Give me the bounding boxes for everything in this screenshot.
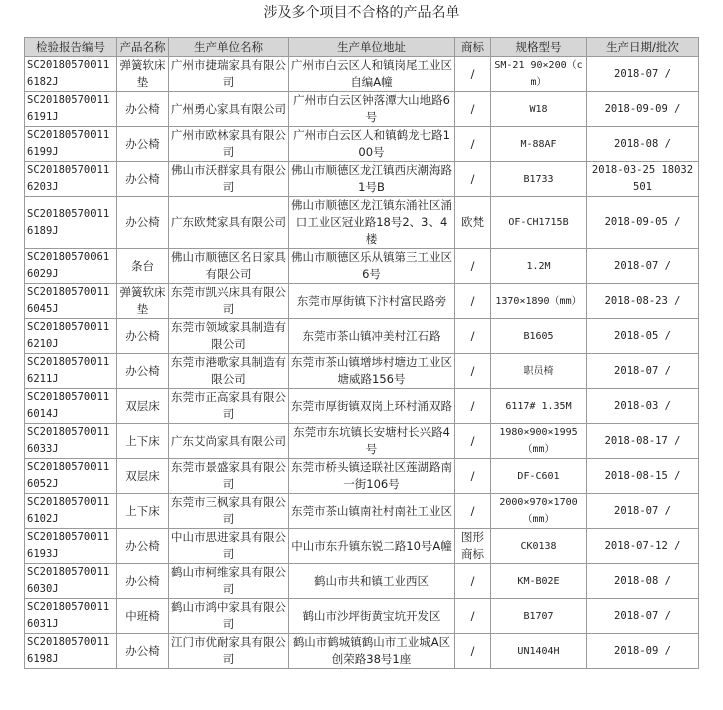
report-code-cell: SC201805700116199J xyxy=(25,127,117,162)
report-code-cell: SC201805700116052J xyxy=(25,459,117,494)
spec-model-cell: DF-C601 xyxy=(491,459,587,494)
company-address-cell: 鹤山市鹤城镇鹤山市工业城A区创荣路38号1座 xyxy=(289,634,455,669)
spec-model-cell: 1.2M xyxy=(491,249,587,284)
company-name-cell: 中山市思进家具有限公司 xyxy=(169,529,289,564)
company-address-cell: 东莞市厚街镇双岗上环村涌双路 xyxy=(289,389,455,424)
company-address-cell: 佛山市顺德区龙江镇西庆潮海路1号B xyxy=(289,162,455,197)
company-address-cell: 东莞市桥头镇迳联社区莲湖路南一街106号 xyxy=(289,459,455,494)
product-table xyxy=(24,37,699,669)
product-name-cell: 办公椅 xyxy=(117,92,169,127)
company-name-cell: 鹤山市鸿中家具有限公司 xyxy=(169,599,289,634)
table-body xyxy=(25,57,699,669)
table-row xyxy=(25,564,699,599)
spec-model-cell: B1733 xyxy=(491,162,587,197)
brand-cell: / xyxy=(455,599,491,634)
production-date-cell: 2018-07 / xyxy=(587,57,699,92)
report-code-cell: SC201805700116102J xyxy=(25,494,117,529)
company-address-cell: 东莞市茶山镇冲美村江石路 xyxy=(289,319,455,354)
product-name-cell: 办公椅 xyxy=(117,197,169,249)
report-code-cell: SC201805700116182J xyxy=(25,57,117,92)
table-row xyxy=(25,459,699,494)
report-code-cell: SC201805700616029J xyxy=(25,249,117,284)
header-spec-model: 规格型号 xyxy=(491,38,587,57)
spec-model-cell: SM-21 90×200（cm） xyxy=(491,57,587,92)
table-row xyxy=(25,599,699,634)
brand-cell: / xyxy=(455,57,491,92)
production-date-cell: 2018-07 / xyxy=(587,599,699,634)
table-header-row xyxy=(25,38,699,57)
company-address-cell: 东莞市东坑镇长安塘村长兴路4号 xyxy=(289,424,455,459)
production-date-cell: 2018-09-09 / xyxy=(587,92,699,127)
table-row xyxy=(25,92,699,127)
table-row xyxy=(25,162,699,197)
page-title: 涉及多个项目不合格的产品名单 xyxy=(263,5,460,21)
production-date-cell: 2018-03 / xyxy=(587,389,699,424)
company-address-cell: 鹤山市沙坪街黄宝坑开发区 xyxy=(289,599,455,634)
spec-model-cell: UN1404H xyxy=(491,634,587,669)
brand-cell: / xyxy=(455,92,491,127)
report-code-cell: SC201805700116198J xyxy=(25,634,117,669)
brand-cell: / xyxy=(455,459,491,494)
header-product-name: 产品名称 xyxy=(117,38,169,57)
company-name-cell: 江门市优耐家具有限公司 xyxy=(169,634,289,669)
brand-cell: / xyxy=(455,249,491,284)
company-name-cell: 东莞市领域家具制造有限公司 xyxy=(169,319,289,354)
brand-cell: / xyxy=(455,424,491,459)
table-row xyxy=(25,354,699,389)
brand-cell: / xyxy=(455,354,491,389)
product-name-cell: 弹簧软床垫 xyxy=(117,57,169,92)
company-name-cell: 广州市欧林家具有限公司 xyxy=(169,127,289,162)
header-report-code: 检验报告编号 xyxy=(25,38,117,57)
company-address-cell: 广州市白云区人和镇鹤龙七路100号 xyxy=(289,127,455,162)
header-brand: 商标 xyxy=(455,38,491,57)
table-row xyxy=(25,57,699,92)
table-row xyxy=(25,127,699,162)
spec-model-cell: 1980×900×1995（mm） xyxy=(491,424,587,459)
brand-cell: / xyxy=(455,564,491,599)
company-address-cell: 中山市东升镇东锐二路10号A幢 xyxy=(289,529,455,564)
spec-model-cell: CK0138 xyxy=(491,529,587,564)
product-name-cell: 上下床 xyxy=(117,424,169,459)
company-name-cell: 广东欧梵家具有限公司 xyxy=(169,197,289,249)
brand-cell: 图形商标 xyxy=(455,529,491,564)
table-row xyxy=(25,529,699,564)
brand-cell: / xyxy=(455,494,491,529)
company-name-cell: 东莞市凯兴床具有限公司 xyxy=(169,284,289,319)
brand-cell: / xyxy=(455,162,491,197)
spec-model-cell: W18 xyxy=(491,92,587,127)
company-address-cell: 鹤山市共和镇工业西区 xyxy=(289,564,455,599)
production-date-cell: 2018-08-23 / xyxy=(587,284,699,319)
product-name-cell: 办公椅 xyxy=(117,162,169,197)
spec-model-cell: 2000×970×1700（mm） xyxy=(491,494,587,529)
company-name-cell: 佛山市沃群家具有限公司 xyxy=(169,162,289,197)
company-name-cell: 广州市捷瑞家具有限公司 xyxy=(169,57,289,92)
spec-model-cell: M-88AF xyxy=(491,127,587,162)
brand-cell: / xyxy=(455,319,491,354)
production-date-cell: 2018-07 / xyxy=(587,249,699,284)
company-address-cell: 东莞市厚街镇下汴村富民路旁 xyxy=(289,284,455,319)
table-row xyxy=(25,284,699,319)
production-date-cell: 2018-03-25 18032501 xyxy=(587,162,699,197)
production-date-cell: 2018-08 / xyxy=(587,564,699,599)
report-code-cell: SC201805700116014J xyxy=(25,389,117,424)
company-name-cell: 东莞市正高家具有限公司 xyxy=(169,389,289,424)
brand-cell: / xyxy=(455,127,491,162)
report-code-cell: SC201805700116033J xyxy=(25,424,117,459)
product-name-cell: 条台 xyxy=(117,249,169,284)
production-date-cell: 2018-07 / xyxy=(587,354,699,389)
brand-cell: / xyxy=(455,389,491,424)
report-code-cell: SC201805700116189J xyxy=(25,197,117,249)
spec-model-cell: 1370×1890（mm） xyxy=(491,284,587,319)
report-code-cell: SC201805700116210J xyxy=(25,319,117,354)
brand-cell: / xyxy=(455,284,491,319)
report-code-cell: SC201805700116191J xyxy=(25,92,117,127)
report-code-cell: SC201805700116193J xyxy=(25,529,117,564)
company-address-cell: 东莞市茶山镇南社村南社工业区 xyxy=(289,494,455,529)
table-row xyxy=(25,634,699,669)
spec-model-cell: B1707 xyxy=(491,599,587,634)
spec-model-cell: 6117# 1.35M xyxy=(491,389,587,424)
production-date-cell: 2018-08-17 / xyxy=(587,424,699,459)
table-row xyxy=(25,389,699,424)
company-name-cell: 东莞市景盛家具有限公司 xyxy=(169,459,289,494)
product-name-cell: 双层床 xyxy=(117,389,169,424)
report-code-cell: SC201805700116211J xyxy=(25,354,117,389)
company-name-cell: 东莞市三枫家具有限公司 xyxy=(169,494,289,529)
report-code-cell: SC201805700116203J xyxy=(25,162,117,197)
product-name-cell: 办公椅 xyxy=(117,127,169,162)
product-name-cell: 办公椅 xyxy=(117,634,169,669)
spec-model-cell: KM-B02E xyxy=(491,564,587,599)
company-address-cell: 佛山市顺德区龙江镇东涌社区涌口工业区冠业路18号2、3、4楼 xyxy=(289,197,455,249)
table-row xyxy=(25,249,699,284)
product-name-cell: 中班椅 xyxy=(117,599,169,634)
product-name-cell: 办公椅 xyxy=(117,319,169,354)
production-date-cell: 2018-08-15 / xyxy=(587,459,699,494)
company-name-cell: 佛山市顺德区名日家具有限公司 xyxy=(169,249,289,284)
header-production-date: 生产日期/批次 xyxy=(587,38,699,57)
company-name-cell: 广州勇心家具有限公司 xyxy=(169,92,289,127)
product-name-cell: 双层床 xyxy=(117,459,169,494)
spec-model-cell: B1605 xyxy=(491,319,587,354)
product-name-cell: 办公椅 xyxy=(117,529,169,564)
table-row xyxy=(25,319,699,354)
report-code-cell: SC201805700116030J xyxy=(25,564,117,599)
brand-cell: 欧梵 xyxy=(455,197,491,249)
spec-model-cell: 职员椅 xyxy=(491,354,587,389)
production-date-cell: 2018-09-05 / xyxy=(587,197,699,249)
product-name-cell: 弹簧软床垫 xyxy=(117,284,169,319)
brand-cell: / xyxy=(455,634,491,669)
product-name-cell: 办公椅 xyxy=(117,354,169,389)
production-date-cell: 2018-09 / xyxy=(587,634,699,669)
production-date-cell: 2018-05 / xyxy=(587,319,699,354)
production-date-cell: 2018-07 / xyxy=(587,494,699,529)
report-code-cell: SC201805700116045J xyxy=(25,284,117,319)
company-name-cell: 东莞市港歌家具制造有限公司 xyxy=(169,354,289,389)
product-name-cell: 上下床 xyxy=(117,494,169,529)
company-address-cell: 东莞市茶山镇增埗村塘边工业区塘威路156号 xyxy=(289,354,455,389)
spec-model-cell: OF-CH1715B xyxy=(491,197,587,249)
table-row xyxy=(25,424,699,459)
product-name-cell: 办公椅 xyxy=(117,564,169,599)
production-date-cell: 2018-08 / xyxy=(587,127,699,162)
header-company-address: 生产单位地址 xyxy=(289,38,455,57)
company-address-cell: 佛山市顺德区乐从镇第三工业区6号 xyxy=(289,249,455,284)
table-row xyxy=(25,197,699,249)
header-company-name: 生产单位名称 xyxy=(169,38,289,57)
production-date-cell: 2018-07-12 / xyxy=(587,529,699,564)
company-address-cell: 广州市白云区钟落潭大山地路6号 xyxy=(289,92,455,127)
company-address-cell: 广州市白云区人和镇岗尾工业区自编A幢 xyxy=(289,57,455,92)
company-name-cell: 广东艾尚家具有限公司 xyxy=(169,424,289,459)
company-name-cell: 鹤山市柯维家具有限公司 xyxy=(169,564,289,599)
report-code-cell: SC201805700116031J xyxy=(25,599,117,634)
table-row xyxy=(25,494,699,529)
